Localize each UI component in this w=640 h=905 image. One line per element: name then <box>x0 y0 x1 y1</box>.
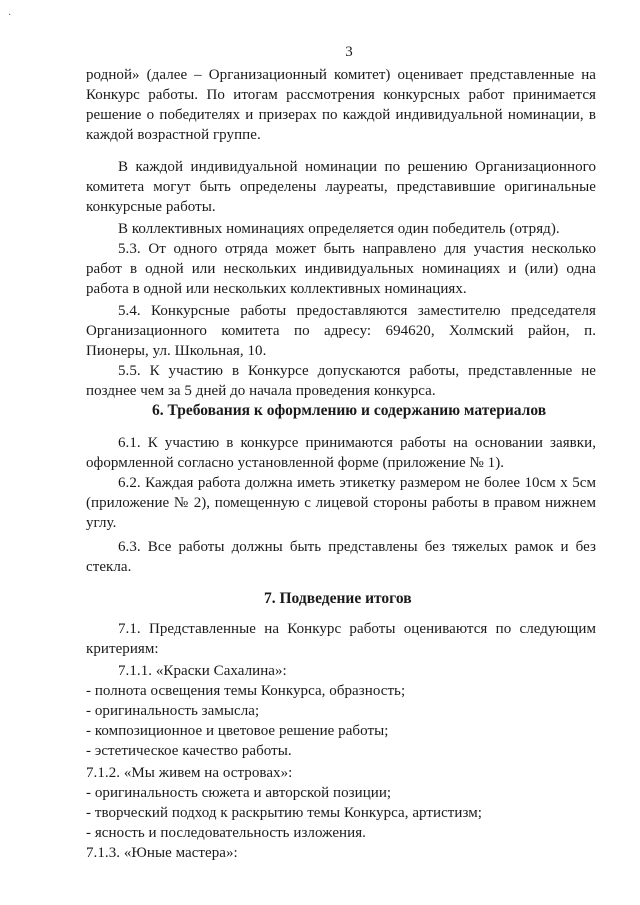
text-line: В каждой индивидуальной номинации по решению Организационного <box>118 159 596 175</box>
text-line: 6.2. Каждая работа должна иметь этикетку размером не более 10см х 5см <box>118 475 596 491</box>
text-line: В коллективных номинациях определяется один победитель (отряд). <box>118 221 560 237</box>
text-line: 7.1.3. «Юные мастера»: <box>86 845 238 861</box>
text-line: работа в одной или нескольких коллективных номинациях. <box>86 281 467 297</box>
text-line: критериям: <box>86 641 159 657</box>
text-line: Конкурс работы. По итогам рассмотрения конкурсных работ принимается <box>86 87 596 103</box>
text-line: 6.1. К участию в конкурсе принимаются работы на основании заявки, <box>118 435 596 451</box>
text-line: комитета могут быть определены лауреаты, представившие оригинальные <box>86 179 596 195</box>
text-line: - творческий подход к раскрытию темы Конкурса, артистизм; <box>86 805 482 821</box>
text-line: 7.1.2. «Мы живем на островах»: <box>86 765 293 781</box>
text-line: работ в одной или нескольких индивидуальных номинациях и (или) одна <box>86 261 596 277</box>
text-line: конкурсные работы. <box>86 199 216 215</box>
text-line: 5.4. Конкурсные работы предоставляются заместителю председателя <box>118 303 596 319</box>
text-line: 6.3. Все работы должны быть представлены без тяжелых рамок и без <box>118 539 596 555</box>
text-line: - оригинальность замысла; <box>86 703 260 719</box>
text-line: 7.1.1. «Краски Сахалина»: <box>118 663 287 679</box>
text-line: решение о победителях и призерах по каждой индивидуальной номинации, в <box>86 107 596 123</box>
text-line: оформленной согласно установленной форме (приложение № 1). <box>86 455 505 471</box>
page-number: 3 <box>345 44 353 60</box>
corner-mark: · <box>8 10 12 21</box>
text-line: 5.3. От одного отряда может быть направлено для участия несколько <box>118 241 596 257</box>
text-line: каждой возрастной группе. <box>86 127 261 143</box>
text-line: - полнота освещения темы Конкурса, образность; <box>86 683 406 699</box>
text-line: - ясность и последовательность изложения. <box>86 825 366 841</box>
text-line: 7.1. Представленные на Конкурс работы оцениваются по следующим <box>118 621 596 637</box>
text-line: углу. <box>86 515 117 531</box>
text-line: Пионеры, ул. Школьная, 10. <box>86 343 267 359</box>
text-line: - эстетическое качество работы. <box>86 743 292 759</box>
section-heading: 6. Требования к оформлению и содержанию материалов <box>152 402 547 419</box>
text-line: стекла. <box>86 559 132 575</box>
text-line: позднее чем за 5 дней до начала проведения конкурса. <box>86 383 436 399</box>
text-line: - оригинальность сюжета и авторской позиции; <box>86 785 392 801</box>
text-line: родной» (далее – Организационный комитет) оценивает представленные на <box>86 67 596 83</box>
section-heading: 7. Подведение итогов <box>264 590 412 607</box>
text-line: Организационного комитета по адресу: 694620, Холмский район, п. <box>86 323 596 339</box>
text-line: 5.5. К участию в Конкурсе допускаются работы, представленные не <box>118 363 596 379</box>
text-line: (приложение № 2), помещенную с лицевой стороны работы в правом нижнем <box>86 495 596 511</box>
text-line: - композиционное и цветовое решение работы; <box>86 723 389 739</box>
